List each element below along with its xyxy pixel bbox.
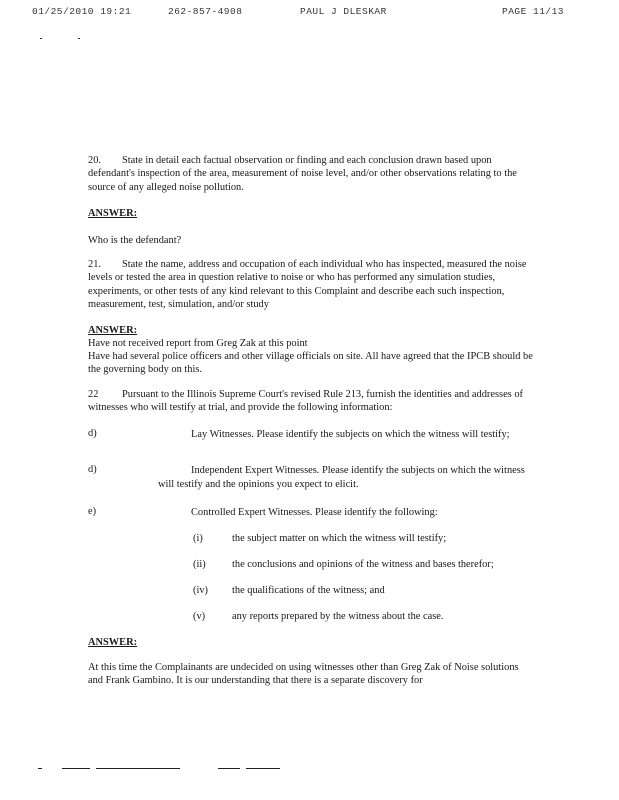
fax-sender: PAUL J DLESKAR xyxy=(300,6,387,17)
item-label: d) xyxy=(88,428,97,439)
question-21 xyxy=(88,258,536,312)
answer-text: Have not received report from Greg Zak at this point xyxy=(88,338,308,349)
footer-rule xyxy=(96,768,180,769)
answer-text: Have had several police officers and other village officials on site. All have agreed that the IPCB should be the governing body on this. xyxy=(88,351,533,376)
question-text: Pursuant to the Illinois Supreme Court's revised Rule 213, furnish the identities and addresses of witnesses who will testify at trial, and provide the following information: xyxy=(88,389,523,414)
question-text: State in detail each factual observation or finding and each conclusion drawn based upon defendant's inspection of the area, measurement of noise level, and/or other observations relating to the source of any alleged noise pollution. xyxy=(88,155,517,193)
answer-heading: ANSWER: xyxy=(88,208,138,219)
sub-item-text: the conclusions and opinions of the witness and bases therefor; xyxy=(232,559,494,570)
question-number: 20. xyxy=(88,155,101,166)
fax-date-time: 01/25/2010 19:21 xyxy=(32,6,132,17)
item-text: Controlled Expert Witnesses. Please identify the following: xyxy=(191,507,438,518)
footer-rule xyxy=(38,768,42,769)
footer-rule xyxy=(62,768,90,769)
sub-item-text: the qualifications of the witness; and xyxy=(232,585,385,596)
question-number: 22 xyxy=(88,389,99,400)
sub-item-number: (ii) xyxy=(193,559,206,570)
scan-speck xyxy=(78,38,80,39)
item-text: Independent Expert Witnesses. Please identify the subjects on which the witness will testify and the opinions you expect to elicit. xyxy=(158,465,525,490)
question-20 xyxy=(88,154,536,194)
item-label: d) xyxy=(88,464,97,475)
footer-rule xyxy=(218,768,240,769)
scan-speck xyxy=(40,38,42,39)
question-text: State the name, address and occupation of each individual who has inspected, measured the noise levels or tested the area in question relative to noise or who has performed any simulation studies, experiments, or other tests of any kind relevant to this Complaint and describe each such inspection, measurement, test, simulation, and/or study xyxy=(88,259,527,311)
answer-text: Who is the defendant? xyxy=(88,235,182,246)
answer-heading: ANSWER: xyxy=(88,637,138,648)
answer-heading: ANSWER: xyxy=(88,325,138,336)
sub-item-number: (i) xyxy=(193,533,203,544)
item-label: e) xyxy=(88,506,97,517)
sub-item-number: (v) xyxy=(193,611,206,622)
sub-item-number: (iv) xyxy=(193,585,209,596)
question-22 xyxy=(88,388,536,415)
sub-item-text: the subject matter on which the witness will testify; xyxy=(232,533,447,544)
sub-item-text: any reports prepared by the witness about the case. xyxy=(232,611,444,622)
footer-rule xyxy=(246,768,280,769)
fax-phone: 262-857-4908 xyxy=(168,6,243,17)
item-text: Lay Witnesses. Please identify the subjects on which the witness will testify; xyxy=(191,429,510,440)
answer-text: At this time the Complainants are undecided on using witnesses other than Greg Zak of Noise solutions and Frank Gambino. It is our understanding that there is a separate discovery for xyxy=(88,662,519,687)
question-number: 21. xyxy=(88,259,101,270)
fax-page: PAGE 11/13 xyxy=(502,6,565,17)
